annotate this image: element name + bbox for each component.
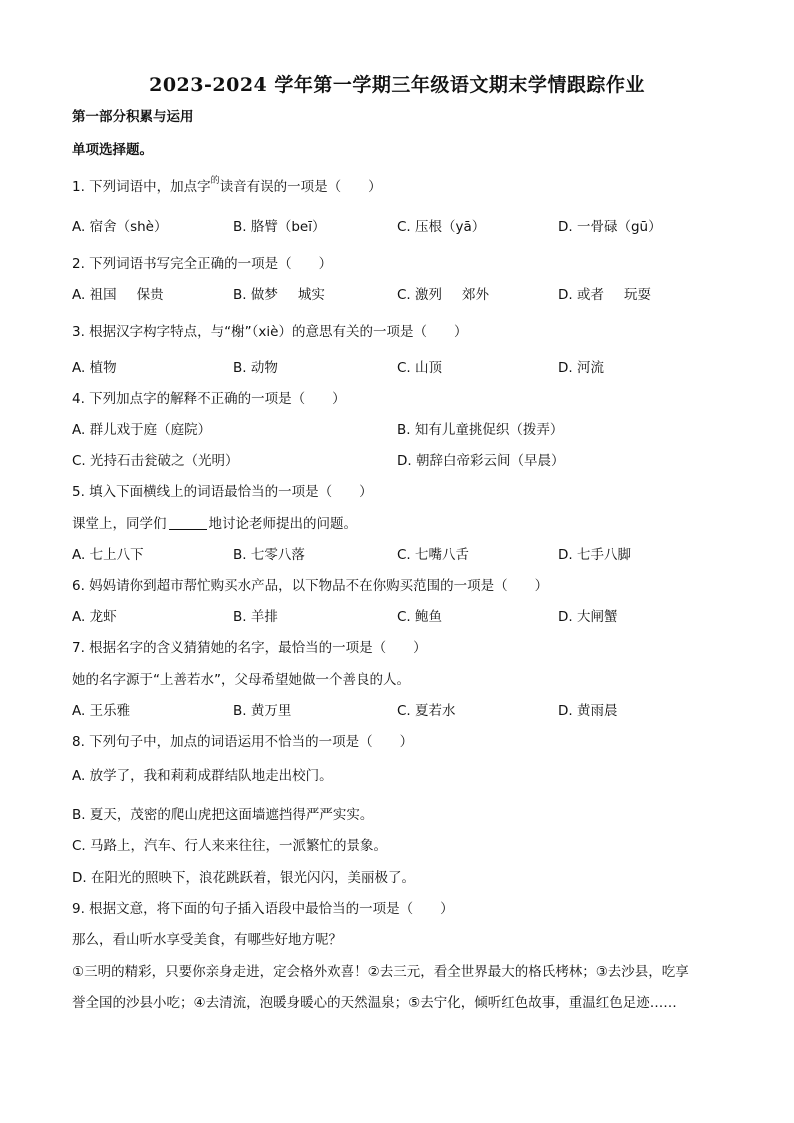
section-heading: 单项选择题。 xyxy=(72,142,153,158)
q3-option-a[interactable]: A. 植物 xyxy=(72,360,117,376)
q5-option-d[interactable]: D. 七手八脚 xyxy=(558,547,631,563)
question-6-stem: 6. 妈妈请你到超市帮忙购买水产品，以下物品不在你购买范围的一项是（ ） xyxy=(72,578,549,594)
q8-option-d[interactable]: D. 在阳光的照映下，浪花跳跃着，银光闪闪，美丽极了。 xyxy=(72,870,415,886)
question-9-stem: 9. 根据文意，将下面的句子插入语段中最恰当的一项是（ ） xyxy=(72,901,454,917)
q4-option-a[interactable]: A. 群儿戏于庭（庭院） xyxy=(72,422,212,438)
q1-option-c[interactable]: C. 压根（yā） xyxy=(397,219,486,235)
part-heading: 第一部分积累与运用 xyxy=(72,109,194,125)
q5-option-c[interactable]: C. 七嘴八舌 xyxy=(397,547,470,563)
q1-option-a[interactable]: A. 宿舍（shè） xyxy=(72,219,168,235)
q9-sentence: 那么，看山听水享受美食，有哪些好地方呢？ xyxy=(72,932,342,948)
question-7-stem: 7. 根据名字的含义猜猜她的名字，最恰当的一项是（ ） xyxy=(72,640,427,656)
q8-option-a[interactable]: A. 放学了，我和莉莉成群结队地走出校门。 xyxy=(72,768,333,784)
question-2-stem: 2. 下列词语书写完全正确的一项是（ ） xyxy=(72,256,333,272)
q7-option-b[interactable]: B. 黄万里 xyxy=(233,703,292,719)
q7-sentence: 她的名字源于“上善若水”，父母希望她做一个善良的人。 xyxy=(72,672,410,688)
q9-passage-line-2: 誉全国的沙县小吃；④去清流，泡暖身暖心的天然温泉；⑤去宁化，倾听红色故事，重温红色足迹…… xyxy=(72,995,677,1011)
q4-option-d[interactable]: D. 朝辞白帝彩云间（早晨） xyxy=(397,453,565,469)
q4-option-b[interactable]: B. 知有儿童挑促织（拨弄） xyxy=(397,422,564,438)
q8-option-c[interactable]: C. 马路上，汽车、行人来来往往，一派繁忙的景象。 xyxy=(72,838,388,854)
q3-option-d[interactable]: D. 河流 xyxy=(558,360,604,376)
q6-option-a[interactable]: A. 龙虾 xyxy=(72,609,117,625)
question-5-stem: 5. 填入下面横线上的词语最恰当的一项是（ ） xyxy=(72,484,373,500)
fill-blank xyxy=(169,515,207,530)
q6-option-c[interactable]: C. 鲍鱼 xyxy=(397,609,443,625)
q7-option-d[interactable]: D. 黄雨晨 xyxy=(558,703,618,719)
question-4-stem: 4. 下列加点字的解释不正确的一项是（ ） xyxy=(72,391,346,407)
q1-option-d[interactable]: D. 一骨碌（gū） xyxy=(558,219,662,235)
q7-option-a[interactable]: A. 王乐雅 xyxy=(72,703,131,719)
question-3-stem: 3. 根据汉字构字特点，与“榭”（xiè）的意思有关的一项是（ ） xyxy=(72,324,468,340)
q5-option-a[interactable]: A. 七上八下 xyxy=(72,547,144,563)
question-8-stem: 8. 下列句子中，加点的词语运用不恰当的一项是（ ） xyxy=(72,734,414,750)
q5-sentence: 课堂上，同学们 地讨论老师提出的问题。 xyxy=(72,516,357,532)
q3-option-c[interactable]: C. 山顶 xyxy=(397,360,443,376)
q4-option-c[interactable]: C. 光持石击瓮破之（光明） xyxy=(72,453,239,469)
q2-option-c[interactable]: C. 激列 郊外 xyxy=(397,287,490,303)
q5-option-b[interactable]: B. 七零八落 xyxy=(233,547,305,563)
q2-option-b[interactable]: B. 做梦 城实 xyxy=(233,287,325,303)
q2-option-a[interactable]: A. 祖国 保贵 xyxy=(72,287,164,303)
q8-option-b[interactable]: B. 夏天，茂密的爬山虎把这面墙遮挡得严严实实。 xyxy=(72,807,374,823)
q6-option-d[interactable]: D. 大闸蟹 xyxy=(558,609,618,625)
q7-option-c[interactable]: C. 夏若水 xyxy=(397,703,456,719)
page-title: 2023-2024 学年第一学期三年级语文期末学情跟踪作业 xyxy=(149,74,645,96)
q2-option-d[interactable]: D. 或者 玩耍 xyxy=(558,287,651,303)
question-1-stem: 1. 下列词语中，加点字$^的$读音有误的一项是（ ） xyxy=(72,176,382,195)
q1-option-b[interactable]: B. 胳臂（beī） xyxy=(233,219,326,235)
dot-mark: 的 xyxy=(210,176,220,186)
q3-option-b[interactable]: B. 动物 xyxy=(233,360,278,376)
q9-passage-line-1: ①三明的精彩，只要你亲身走进，定会格外欢喜！②去三元，看全世界最大的格氏栲林；③去沙县，吃享 xyxy=(72,964,689,980)
q6-option-b[interactable]: B. 羊排 xyxy=(233,609,278,625)
